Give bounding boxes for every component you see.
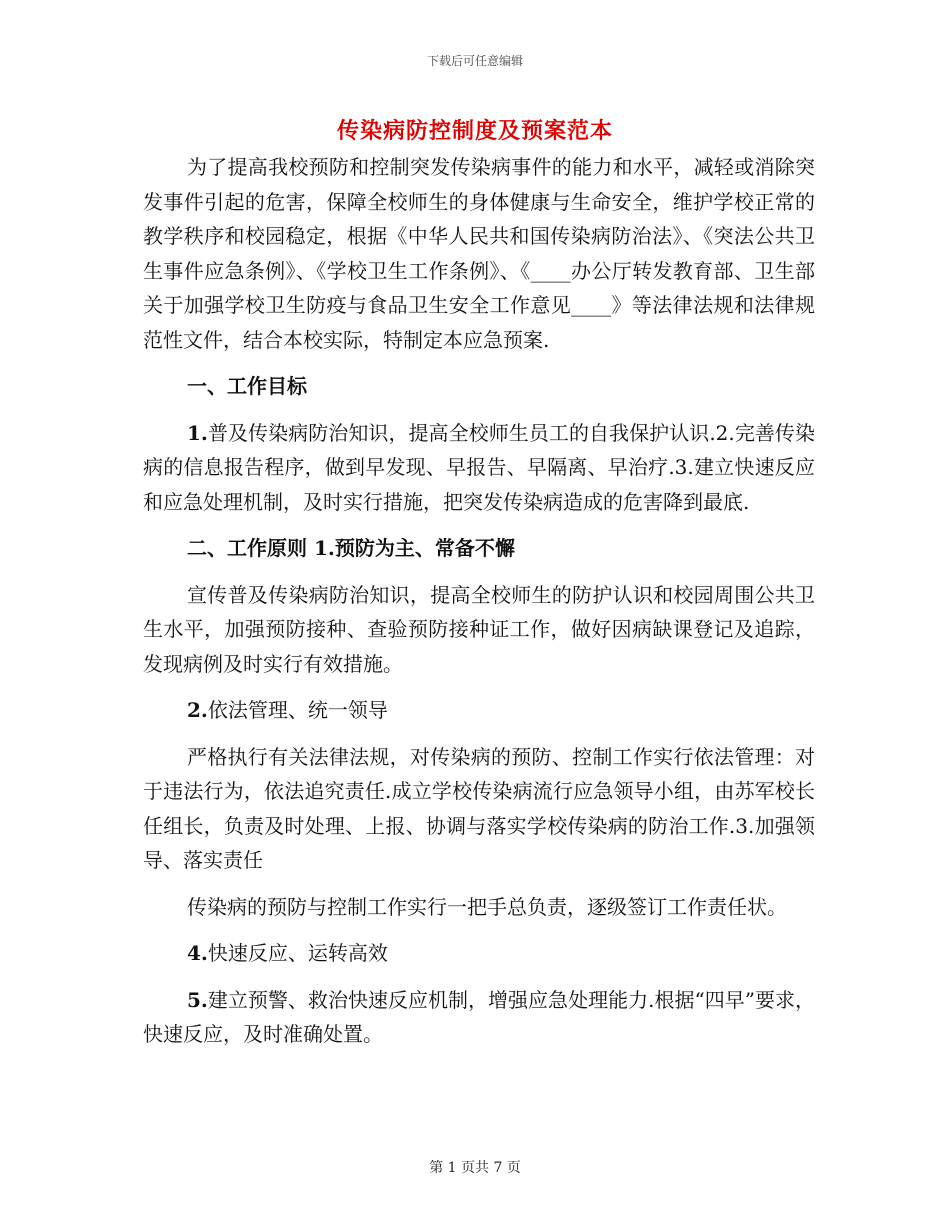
paragraph-text: 严格执行有关法律法规，对传染病的预防、控制工作实行依法管理：对于违法行为，依法追究责任.成立学校传染病流行应急领导小组，由苏军校长任组长，负责及时处理、上报、协调与落实学校传染病的防治工作.3.加强领导、落实责任 [143,744,815,872]
item-number: 4. [187,941,208,965]
paragraph-text: 宣传普及传染病防治知识，提高全校师生的防护认识和校园周围公共卫生水平，加强预防接种、查验预防接种证工作，做好因病缺课登记及追踪，发现病例及时实行有效措施。 [143,582,815,676]
body-paragraph [143,693,815,728]
page-footer: 第 1 页共 7 页 [429,1160,521,1176]
item-number: 2. [187,698,208,722]
document-title: 传染病防控制度及预案范本 [336,118,613,144]
item-number: 1. [187,420,208,445]
body-paragraph [143,983,815,1052]
body-paragraph [143,578,815,682]
document-body [143,150,815,1064]
body-paragraph [143,740,815,878]
page-header-note: 下载后可任意编辑 [426,54,523,68]
section-heading [143,369,815,404]
paragraph-text: 二、工作原则 1.预防为主、常备不懈 [187,536,515,560]
paragraph-text: 为了提高我校预防和控制突发传染病事件的能力和水平，减轻或消除突发事件引起的危害，保障全校师生的身体健康与生命安全，维护学校正常的教学秩序和校园稳定，根据《中华人民共和国传染病防治法》、《突法公共卫生事件应急条例》、《学校卫生工作条例》、《____办公厅转发教育部、卫生部关于加强学校卫生防疫与食品卫生安全工作意见____》等法律法规和法律规范性文件，结合本校实际，特制定本应急预案. [143,155,815,352]
body-paragraph [143,890,815,925]
paragraph-text: 快速反应、运转高效 [207,941,388,965]
paragraph-text: 依法管理、统一领导 [207,698,388,722]
section-heading [143,531,815,566]
body-paragraph [143,416,815,520]
paragraph-text: 传染病的预防与控制工作实行一把手总负责，逐级签订工作责任状。 [187,894,787,919]
paragraph-text: 建立预警、救治快速反应机制，增强应急处理能力.根据“四早”要求，快速反应，及时准确处置。 [143,987,815,1046]
body-paragraph [143,936,815,971]
paragraph-text: 普及传染病防治知识，提高全校师生员工的自我保护认识.2.完善传染病的信息报告程序，做到早发现、早报告、早隔离、早治疗.3.建立快速反应和应急处理机制，及时实行措施，把突发传染病造成的危害降到最底. [143,420,815,514]
item-number: 5. [187,987,208,1012]
body-paragraph [143,150,815,357]
paragraph-text: 一、工作目标 [187,374,307,398]
